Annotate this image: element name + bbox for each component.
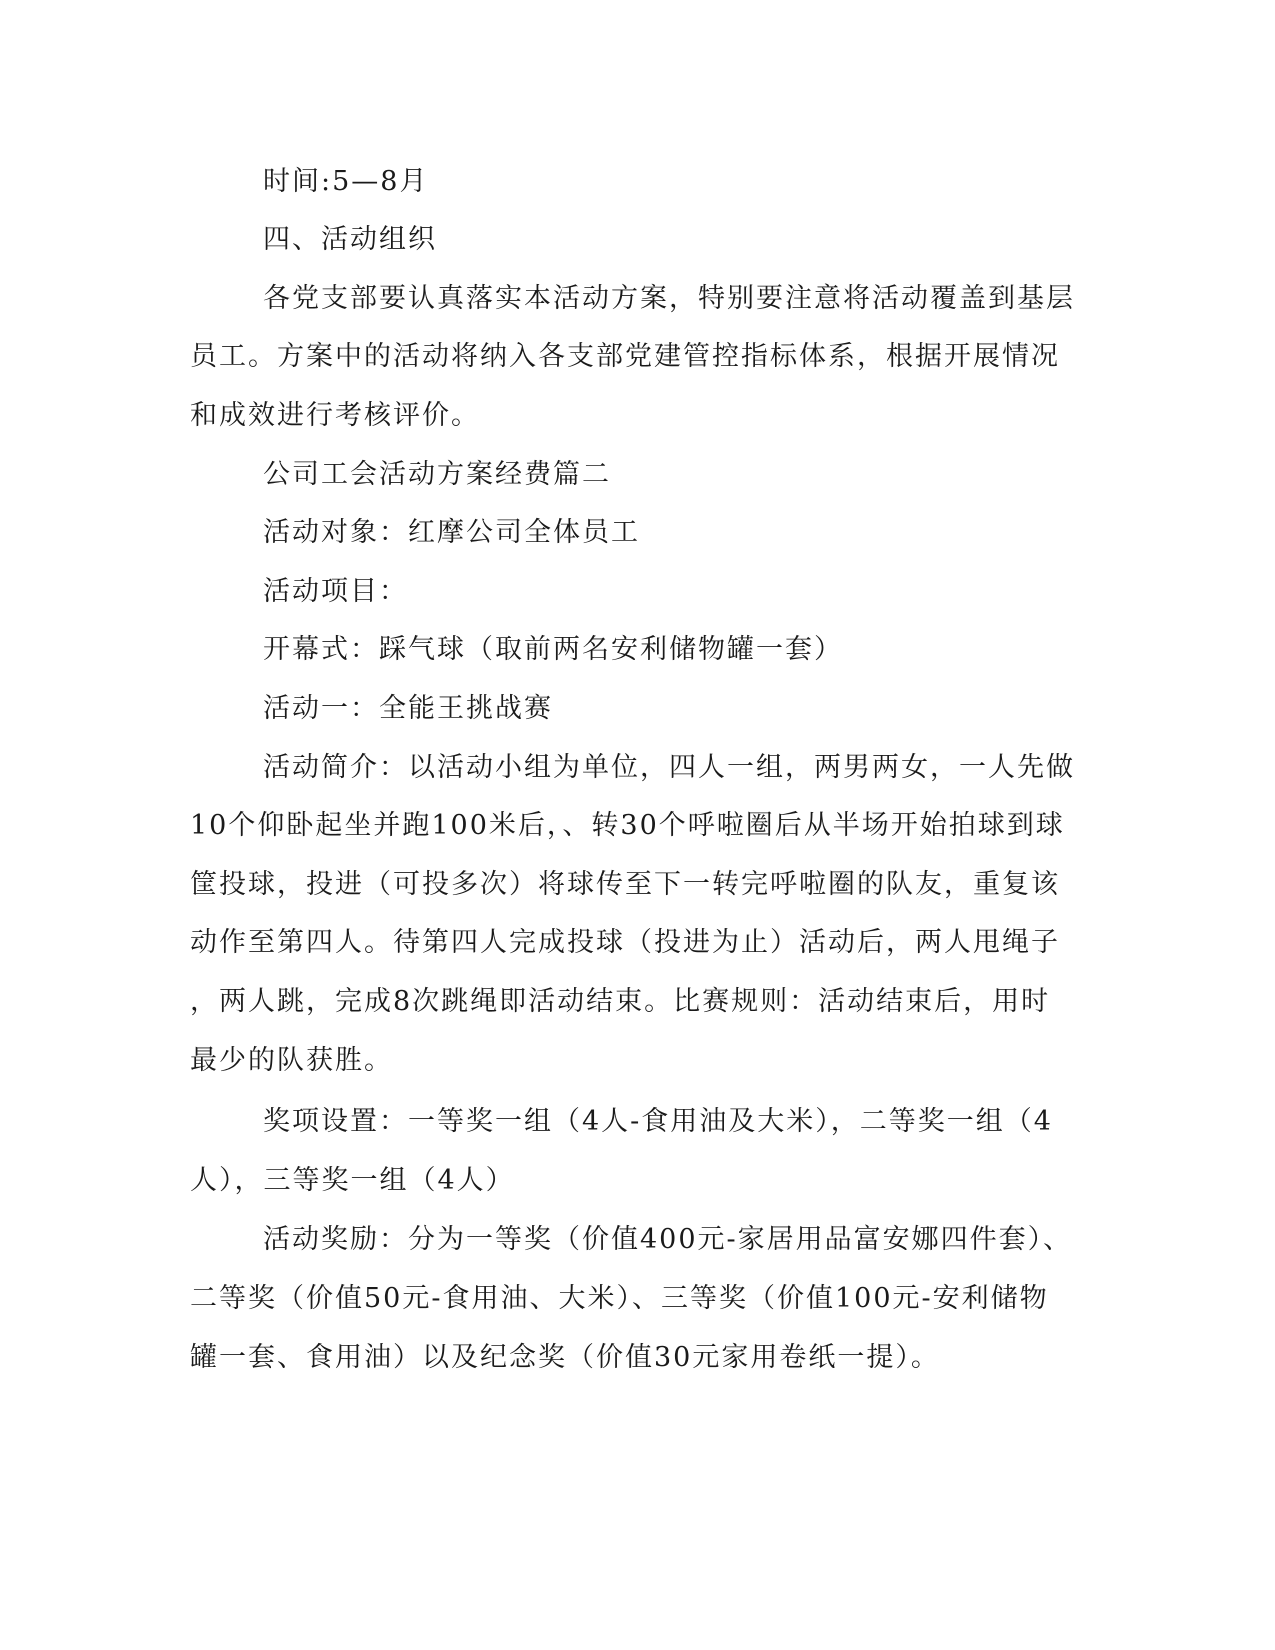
document-subtitle: 公司工会活动方案经费篇二 [263, 459, 611, 490]
paragraph-line: 动作至第四人。待第四人完成投球（投进为止）活动后，两人甩绳子 [190, 927, 1060, 958]
paragraph-line: 筐投球，投进（可投多次）将球传至下一转完呼啦圈的队友，重复该 [190, 869, 1060, 900]
paragraph-line: 各党支部要认真落实本活动方案，特别要注意将活动覆盖到基层 [263, 283, 1075, 314]
section-heading: 四、活动组织 [263, 224, 437, 255]
paragraph-line: 二等奖（价值50元-食用油、大米）、三等奖（价值100元-安利储物 [190, 1283, 1049, 1314]
paragraph-line: 和成效进行考核评价。 [190, 400, 480, 431]
activity-one-line: 活动一：全能王挑战赛 [263, 693, 553, 724]
paragraph-line: 最少的队获胜。 [190, 1045, 393, 1076]
activity-target-line: 活动对象：红摩公司全体员工 [263, 517, 640, 548]
paragraph-line: 罐一套、食用油）以及纪念奖（价值30元家用卷纸一提）。 [190, 1342, 940, 1373]
time-line: 时间:5—8月 [263, 166, 429, 197]
paragraph-line: 10个仰卧起坐并跑100米后，、转30个呼啦圈后从半场开始拍球到球 [190, 810, 1065, 841]
paragraph-line: 奖项设置：一等奖一组（4人-食用油及大米），二等奖一组（4 [263, 1106, 1053, 1137]
paragraph-line: 人），三等奖一组（4人） [190, 1165, 515, 1196]
paragraph-line: 活动奖励：分为一等奖（价值400元-家居用品富安娜四件套）、 [263, 1224, 1073, 1255]
activity-items-label: 活动项目： [263, 576, 408, 607]
paragraph-line: ，两人跳，完成8次跳绳即活动结束。比赛规则：活动结束后，用时 [190, 986, 1051, 1017]
paragraph-line: 员工。方案中的活动将纳入各支部党建管控指标体系，根据开展情况 [190, 341, 1060, 372]
paragraph-line: 活动简介：以活动小组为单位，四人一组，两男两女，一人先做 [263, 752, 1075, 783]
opening-ceremony-line: 开幕式：踩气球（取前两名安利储物罐一套） [263, 634, 843, 665]
